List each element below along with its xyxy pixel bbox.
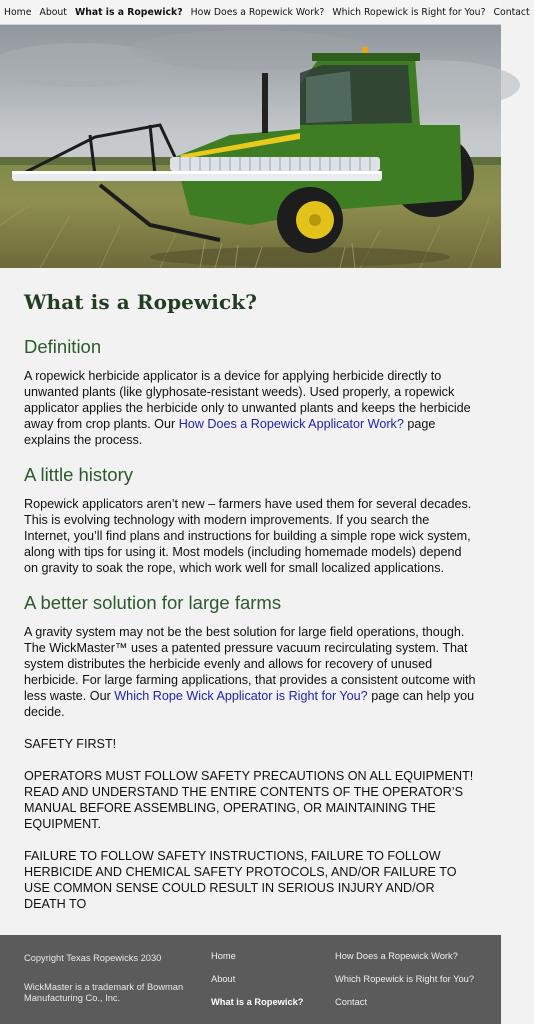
safety-title: SAFETY FIRST! [24, 737, 117, 751]
definition-text-before: A ropewick herbicide applicator is a device for applying herbicide directly to unwanted plants (like glyphosate-resistant weeds). Used properly, a ropewick applicator applies the herbicide only to unwanted plants and keeps the herbicide away from crop plants. Our [24, 369, 471, 431]
safety-paragraph-1: OPERATORS MUST FOLLOW SAFETY PRECAUTIONS ON ALL EQUIPMENT! READ AND UNDERSTAND THE ENTIRE CONTENTS OF THE OPERATOR’S MANUAL BEFORE ASSEMBLING, OPERATING, OR MAINTAINING THE EQUIPMENT. [24, 769, 474, 831]
which-rope-wick-link[interactable]: Which Rope Wick Applicator is Right for You? [114, 689, 368, 703]
main-content [0, 290, 501, 912]
section-heading-definition: Definition [24, 336, 102, 357]
footer-about[interactable]: About [211, 974, 236, 984]
section-definition [24, 336, 477, 448]
nav-home[interactable]: Home [4, 6, 32, 18]
better-solution-paragraph [24, 624, 477, 720]
hero-image [0, 25, 501, 268]
nav-what-is-a-ropewick[interactable]: What is a Ropewick? [74, 6, 183, 18]
footer-nav-column-2 [335, 950, 474, 1019]
definition-paragraph [24, 368, 477, 448]
footer-trademark: WickMaster is a trademark of Bowman Manufacturing Co., Inc. [24, 982, 184, 1003]
history-paragraph: Ropewick applicators aren’t new – farmers have used them for several decades. This is evolving technology with modern improvements. If you search the Internet, you’ll find plans and instructions for building a simple rope wick system, along with tips for using it. Most models (including homemade models) depend on gravity to soak the rope, which work well for small localized applications. [24, 497, 472, 575]
section-better-solution [24, 592, 477, 720]
footer-how-does-a-ropewick-work[interactable]: How Does a Ropewick Work? [335, 951, 458, 961]
footer-nav-column-1 [211, 950, 303, 1019]
nav-contact[interactable]: Contact [493, 6, 530, 18]
page-title: What is a Ropewick? [24, 290, 258, 314]
top-nav [0, 0, 530, 25]
section-heading-better-solution: A better solution for large farms [24, 592, 282, 613]
footer-home[interactable]: Home [211, 951, 236, 961]
definition-text-after: page explains the process. [24, 417, 436, 447]
section-safety [24, 736, 477, 912]
nav-about[interactable]: About [39, 6, 67, 18]
how-does-ropewick-work-link[interactable]: How Does a Ropewick Applicator Work? [178, 417, 404, 431]
section-history [24, 464, 477, 576]
footer [0, 935, 501, 1024]
section-heading-history: A little history [24, 464, 133, 485]
nav-which-ropewick[interactable]: Which Ropewick is Right for You? [332, 6, 486, 18]
footer-copyright: Copyright Texas Ropewicks 2030 [24, 953, 162, 963]
footer-info [24, 953, 194, 1004]
footer-which-ropewick[interactable]: Which Ropewick is Right for You? [335, 974, 475, 984]
footer-contact[interactable]: Contact [335, 997, 368, 1007]
better-text-after: page can help you decide. [24, 689, 475, 719]
tractor-with-ropewick-applicator-photo [0, 25, 501, 268]
better-text-before: A gravity system may not be the best solution for large field operations, though. The WickMaster™ uses a patented pressure vacuum recirculating system. That system distributes the herbicide evenly and allows for recovery of unused herbicide. For large farming applications, that provides a consistent outcome with less waste. Our [24, 625, 476, 703]
safety-paragraph-2: FAILURE TO FOLLOW SAFETY INSTRUCTIONS, FAILURE TO FOLLOW HERBICIDE AND CHEMICAL SAFETY PROTOCOLS, AND/OR FAILURE TO USE COMMON SENSE COULD RESULT IN SERIOUS INJURY AND/OR DEATH TO [24, 849, 457, 911]
nav-how-does-a-ropewick-work[interactable]: How Does a Ropewick Work? [190, 6, 325, 18]
footer-what-is-a-ropewick[interactable]: What is a Ropewick? [211, 997, 304, 1007]
